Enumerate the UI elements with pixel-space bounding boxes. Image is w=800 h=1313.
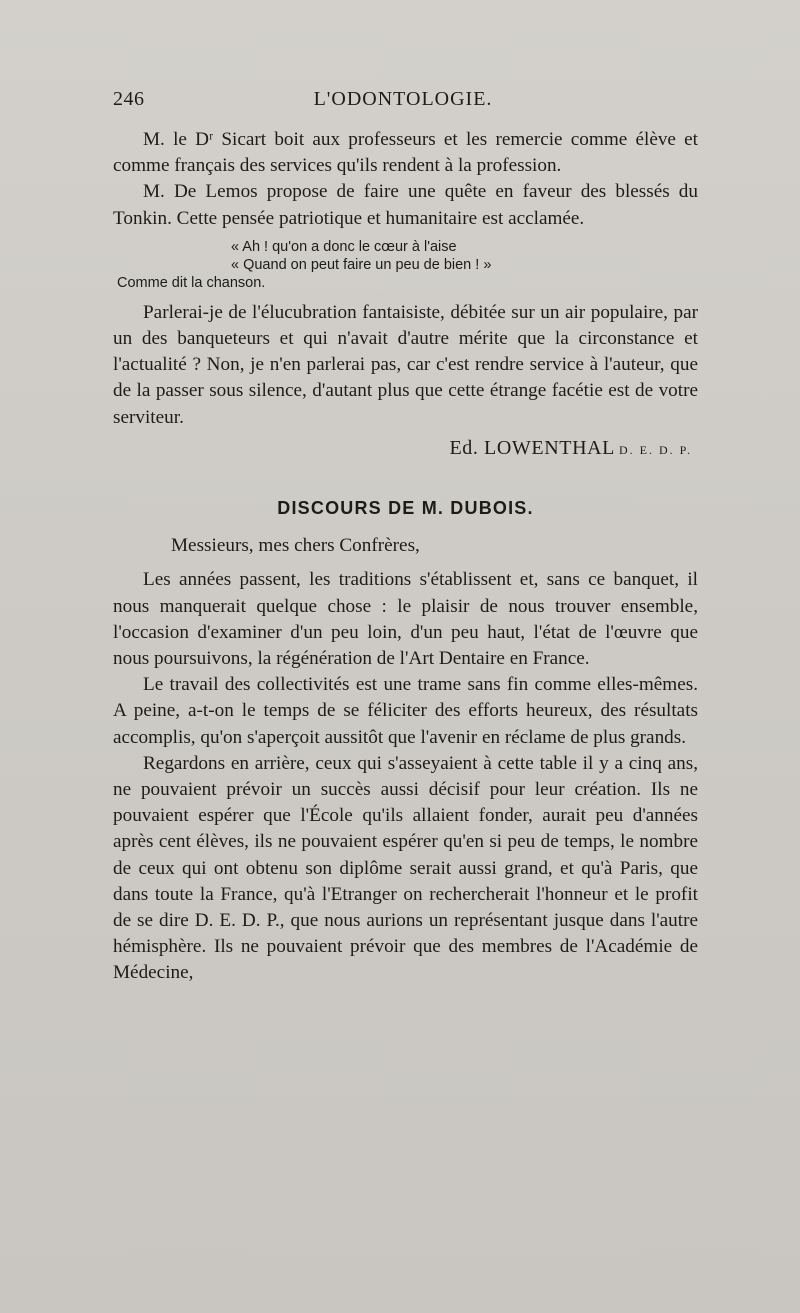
verse-line: « Ah ! qu'on a donc le cœur à l'aise: [231, 238, 457, 255]
paragraph-de-lemos: M. De Lemos propose de faire une quête en faveur des blessés du Tonkin. Cette pensée patriotique et humanitaire est acclamée.: [113, 181, 698, 229]
signature: [113, 435, 698, 463]
page-number: 246: [113, 88, 145, 110]
salutation: Messieurs, mes chers Confrères,: [171, 535, 420, 557]
verse-attribution: Comme dit la chanson.: [117, 274, 266, 291]
paragraph-travail: Le travail des collectivités est une trame sans fin comme elles-mêmes. A peine, a-t-on le temps de se féliciter des efforts heureux, des résultats accomplis, qu'on s'aperçoit aussitôt que l'avenir en réclame de plus grands.: [113, 674, 698, 748]
running-title: L'ODONTOLOGIE.: [313, 88, 493, 110]
verse-line: « Quand on peut faire un peu de bien ! »: [231, 256, 492, 273]
paragraph-regardons: Regardons en arrière, ceux qui s'asseyaient à cette table il y a cinq ans, ne pouvaient prévoir un succès aussi décisif pour leur création. Ils ne pouvaient espérer que l'École qu'ils allaient fonder, aurait peu d'années après cent élèves, ils ne pouvaient espérer qu'en si peu de temps, le nombre de ceux qui ont obtenu son diplôme serait aussi grand, et qu'à Paris, que dans toute la France, qu'à l'Etranger on rechercherait l'honneur et le profit de se dire D. E. D. P., que nous aurions un représentant jusque dans l'autre hémisphère. Ils ne pouvaient prévoir que des membres de l'Académie de Médecine,: [113, 752, 698, 984]
section-title: DISCOURS DE M. DUBOIS.: [277, 498, 534, 519]
song-quote: [113, 238, 698, 292]
paragraph-elucubration: Parlerai-je de l'élucubration fantaisiste, débitée sur un air populaire, par un des banqueteurs et qui n'avait d'autre mérite que la circonstance et l'actualité ? Non, je n'en parlerai pas, car c'est rendre service à l'auteur, que de la passer sous silence, d'autant plus que cette étrange facétie est de votre serviteur.: [113, 301, 698, 428]
page-body: [113, 127, 698, 987]
signature-name: Ed. LOWENTHAL: [449, 436, 615, 459]
running-header: [113, 88, 693, 116]
signature-degree: D. E. D. P.: [618, 442, 692, 457]
paragraph-sicart: M. le Dʳ Sicart boit aux professeurs et les remercie comme élève et comme français des services qu'ils rendent à la profession.: [113, 129, 698, 177]
paragraph-annees: Les années passent, les traditions s'établissent et, sans ce banquet, il nous manquerait quelque chose : le plaisir de nous trouver ensemble, l'occasion d'examiner d'un peu loin, d'un peu haut, l'état de l'œuvre que nous poursuivons, la régénération de l'Art Dentaire en France.: [113, 569, 698, 670]
